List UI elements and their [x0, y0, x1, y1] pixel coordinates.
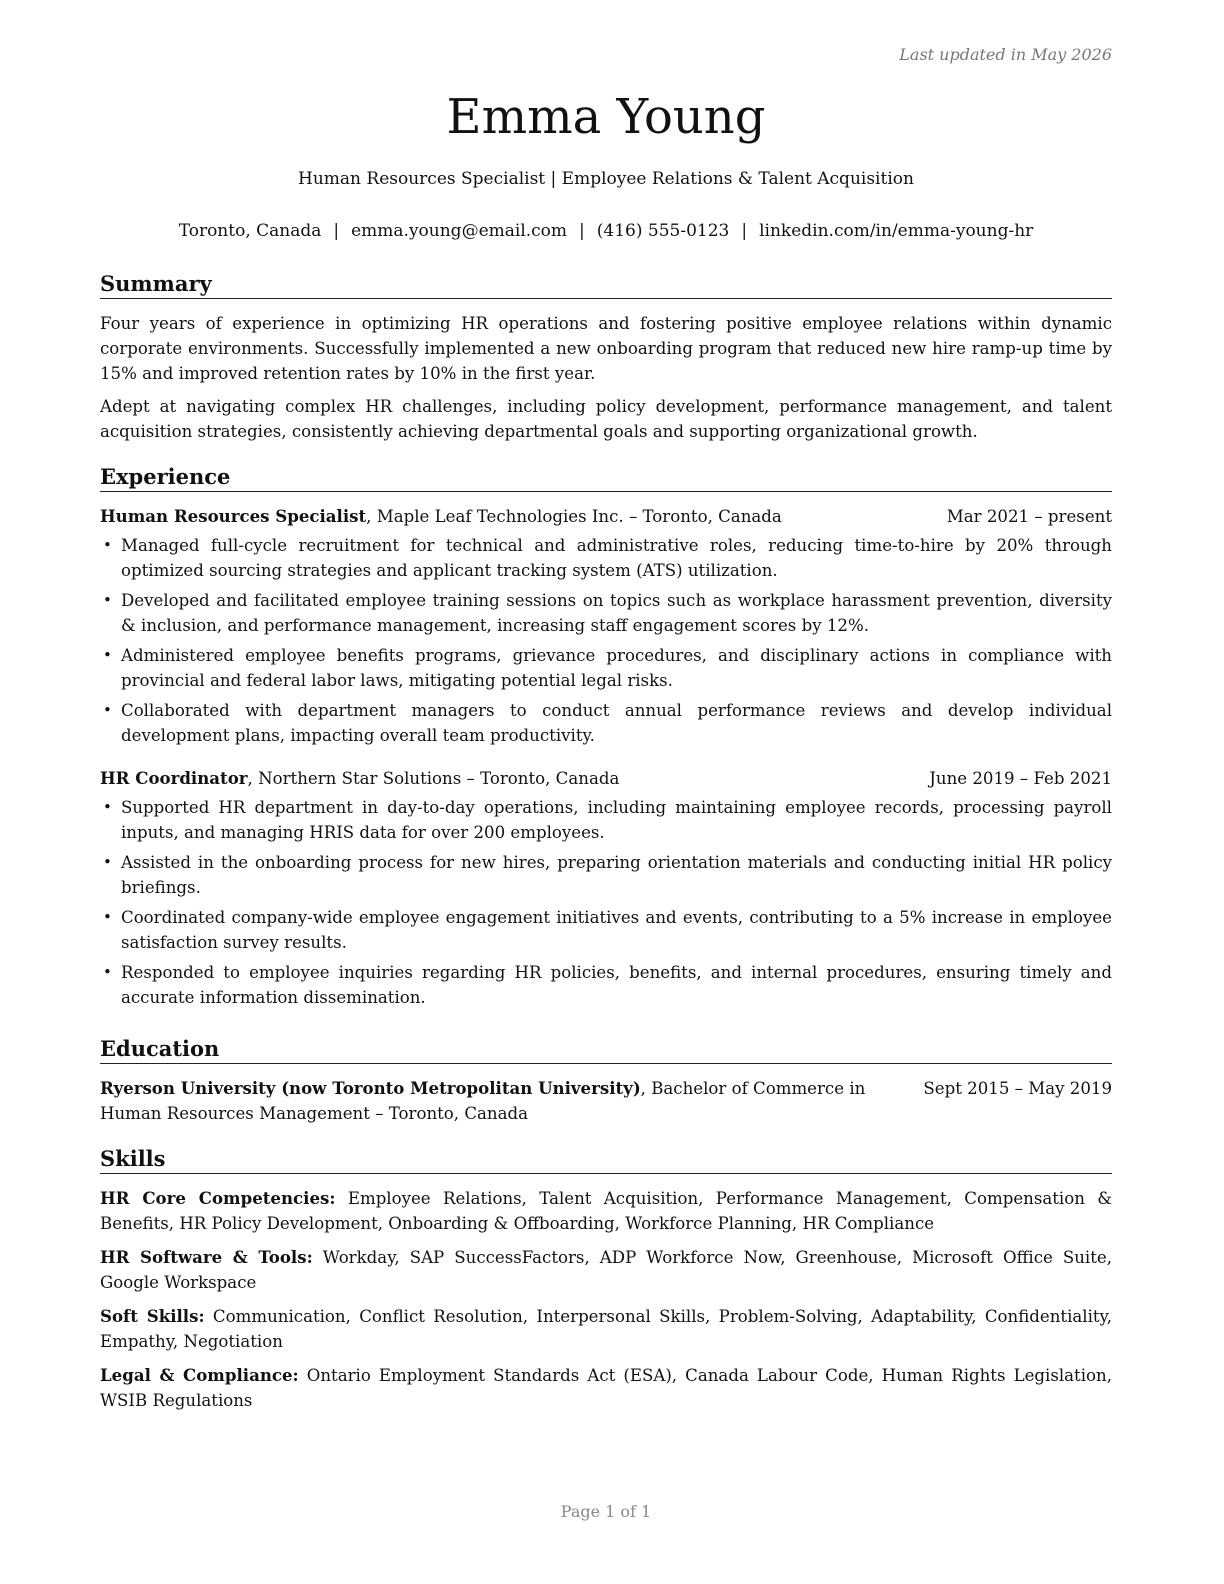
job-header [100, 766, 1112, 791]
contact-location: Toronto, Canada [178, 221, 322, 241]
last-updated: Last updated in May 2026 [899, 45, 1112, 64]
job-bullets [100, 795, 1112, 1010]
education-dates: Sept 2015 – May 2019 [923, 1079, 1112, 1098]
contact-separator: | [579, 221, 585, 241]
job-entry [100, 766, 1112, 1010]
list-item [100, 533, 1112, 583]
skill-value: Communication, Conflict Resolution, Interpersonal Skills, Problem-Solving, Adaptability, Confidentiality, Empathy, Negotiation [100, 1307, 1112, 1351]
list-item [100, 588, 1112, 638]
job-company: , Northern Star Solutions – Toronto, Canada [247, 769, 620, 788]
bullet-icon: • [103, 591, 112, 609]
bullet-icon: • [103, 908, 112, 926]
job-dates: Mar 2021 – present [946, 507, 1112, 526]
section-title-summary: Summary [100, 270, 1112, 299]
skill-value: Workday, SAP SuccessFactors, ADP Workforce Now, Greenhouse, Microsoft Office Suite, Google Workspace [100, 1248, 1112, 1292]
experience-section [100, 463, 1112, 1015]
job-title-company [100, 766, 619, 791]
list-item [100, 905, 1112, 955]
degree-text: , Bachelor of Commerce in Human Resources Management – Toronto, Canada [100, 1079, 866, 1123]
contact-separator: | [333, 221, 340, 241]
bullet-icon: • [103, 646, 112, 664]
list-item [100, 960, 1112, 1010]
bullet-text: Coordinated company-wide employee engagement initiatives and events, contributing to a 5% increase in employee satisfaction survey results. [121, 908, 1112, 952]
bullet-text: Assisted in the onboarding process for new hires, preparing orientation materials and conducting initial HR policy briefings. [121, 853, 1112, 897]
job-company: , Maple Leaf Technologies Inc. – Toronto, Canada [366, 507, 782, 526]
section-title-experience: Experience [100, 463, 1112, 492]
skill-label: Legal & Compliance: [100, 1365, 299, 1385]
skill-line [100, 1245, 1112, 1295]
skill-line [100, 1186, 1112, 1236]
skill-line [100, 1363, 1112, 1413]
job-bullets [100, 533, 1112, 748]
bullet-text: Supported HR department in day-to-day operations, including maintaining employee records, processing payroll inputs, and managing HRIS data for over 200 employees. [121, 798, 1112, 842]
skills-section [100, 1145, 1112, 1422]
bullet-text: Collaborated with department managers to conduct annual performance reviews and develop individual development plans, impacting overall team productivity. [121, 701, 1112, 745]
section-title-education: Education [100, 1035, 1112, 1064]
education-details [100, 1076, 890, 1126]
skill-value: Ontario Employment Standards Act (ESA), Canada Labour Code, Human Rights Legislation, WSIB Regulations [100, 1366, 1112, 1410]
bullet-icon: • [103, 798, 112, 816]
bullet-icon: • [103, 701, 112, 719]
list-item [100, 795, 1112, 845]
job-title-company [100, 504, 782, 529]
section-title-skills: Skills [100, 1145, 1112, 1174]
contact-linkedin[interactable]: linkedin.com/in/emma-young-hr [759, 221, 1034, 241]
skill-value: Employee Relations, Talent Acquisition, Performance Management, Compensation & Benefits, HR Policy Development, Onboarding & Offboarding, Workforce Planning, HR Compliance [100, 1189, 1113, 1233]
skill-label: HR Software & Tools: [100, 1247, 313, 1267]
education-section [100, 1035, 1112, 1126]
bullet-text: Administered employee benefits programs, grievance procedures, and disciplinary actions in compliance with provincial and federal labor laws, mitigating potential legal risks. [121, 646, 1112, 690]
list-item [100, 698, 1112, 748]
bullet-text: Responded to employee inquiries regarding HR policies, benefits, and internal procedures, ensuring timely and accurate information dissemination. [121, 963, 1112, 1007]
skill-line [100, 1304, 1112, 1354]
bullet-icon: • [103, 963, 112, 981]
headline: Human Resources Specialist | Employee Relations & Talent Acquisition [298, 169, 914, 189]
job-dates: June 2019 – Feb 2021 [929, 769, 1112, 788]
job-role: HR Coordinator [100, 768, 248, 788]
resume-page [100, 0, 1112, 1584]
skill-label: Soft Skills: [100, 1306, 205, 1326]
summary-paragraph: Adept at navigating complex HR challenges, including policy development, performance management, and talent acquisition strategies, consistently achieving departmental goals and supporting organizational growth. [100, 397, 1112, 441]
summary-paragraph: Four years of experience in optimizing HR operations and fostering positive employee relations within dynamic corporate environments. Successfully implemented a new onboarding program that reduced new hire ramp-up time by 15% and improved retention rates by 10% in the first year. [100, 314, 1112, 383]
contact-phone[interactable]: (416) 555-0123 [596, 221, 730, 241]
summary-section [100, 270, 1112, 452]
bullet-icon: • [103, 853, 112, 871]
skill-label: HR Core Competencies: [100, 1188, 336, 1208]
contact-email[interactable]: emma.young@email.com [351, 221, 568, 241]
bullet-text: Managed full-cycle recruitment for technical and administrative roles, reducing time-to-hire by 20% through optimized sourcing strategies and applicant tracking system (ATS) utilization. [121, 536, 1112, 580]
job-role: Human Resources Specialist [100, 506, 367, 526]
list-item [100, 850, 1112, 900]
school-name: Ryerson University (now Toronto Metropolitan University) [100, 1078, 641, 1098]
list-item [100, 643, 1112, 693]
candidate-name: Emma Young [446, 89, 766, 145]
contact-line [100, 220, 1112, 242]
job-entry [100, 504, 1112, 748]
education-entry [100, 1076, 1112, 1126]
page-number: Page 1 of 1 [560, 1502, 652, 1521]
bullet-text: Developed and facilitated employee training sessions on topics such as workplace harassment prevention, diversity & inclusion, and performance management, increasing staff engagement scores by 12%. [121, 591, 1112, 635]
job-header [100, 504, 1112, 529]
contact-separator: | [741, 221, 748, 241]
bullet-icon: • [103, 536, 112, 554]
